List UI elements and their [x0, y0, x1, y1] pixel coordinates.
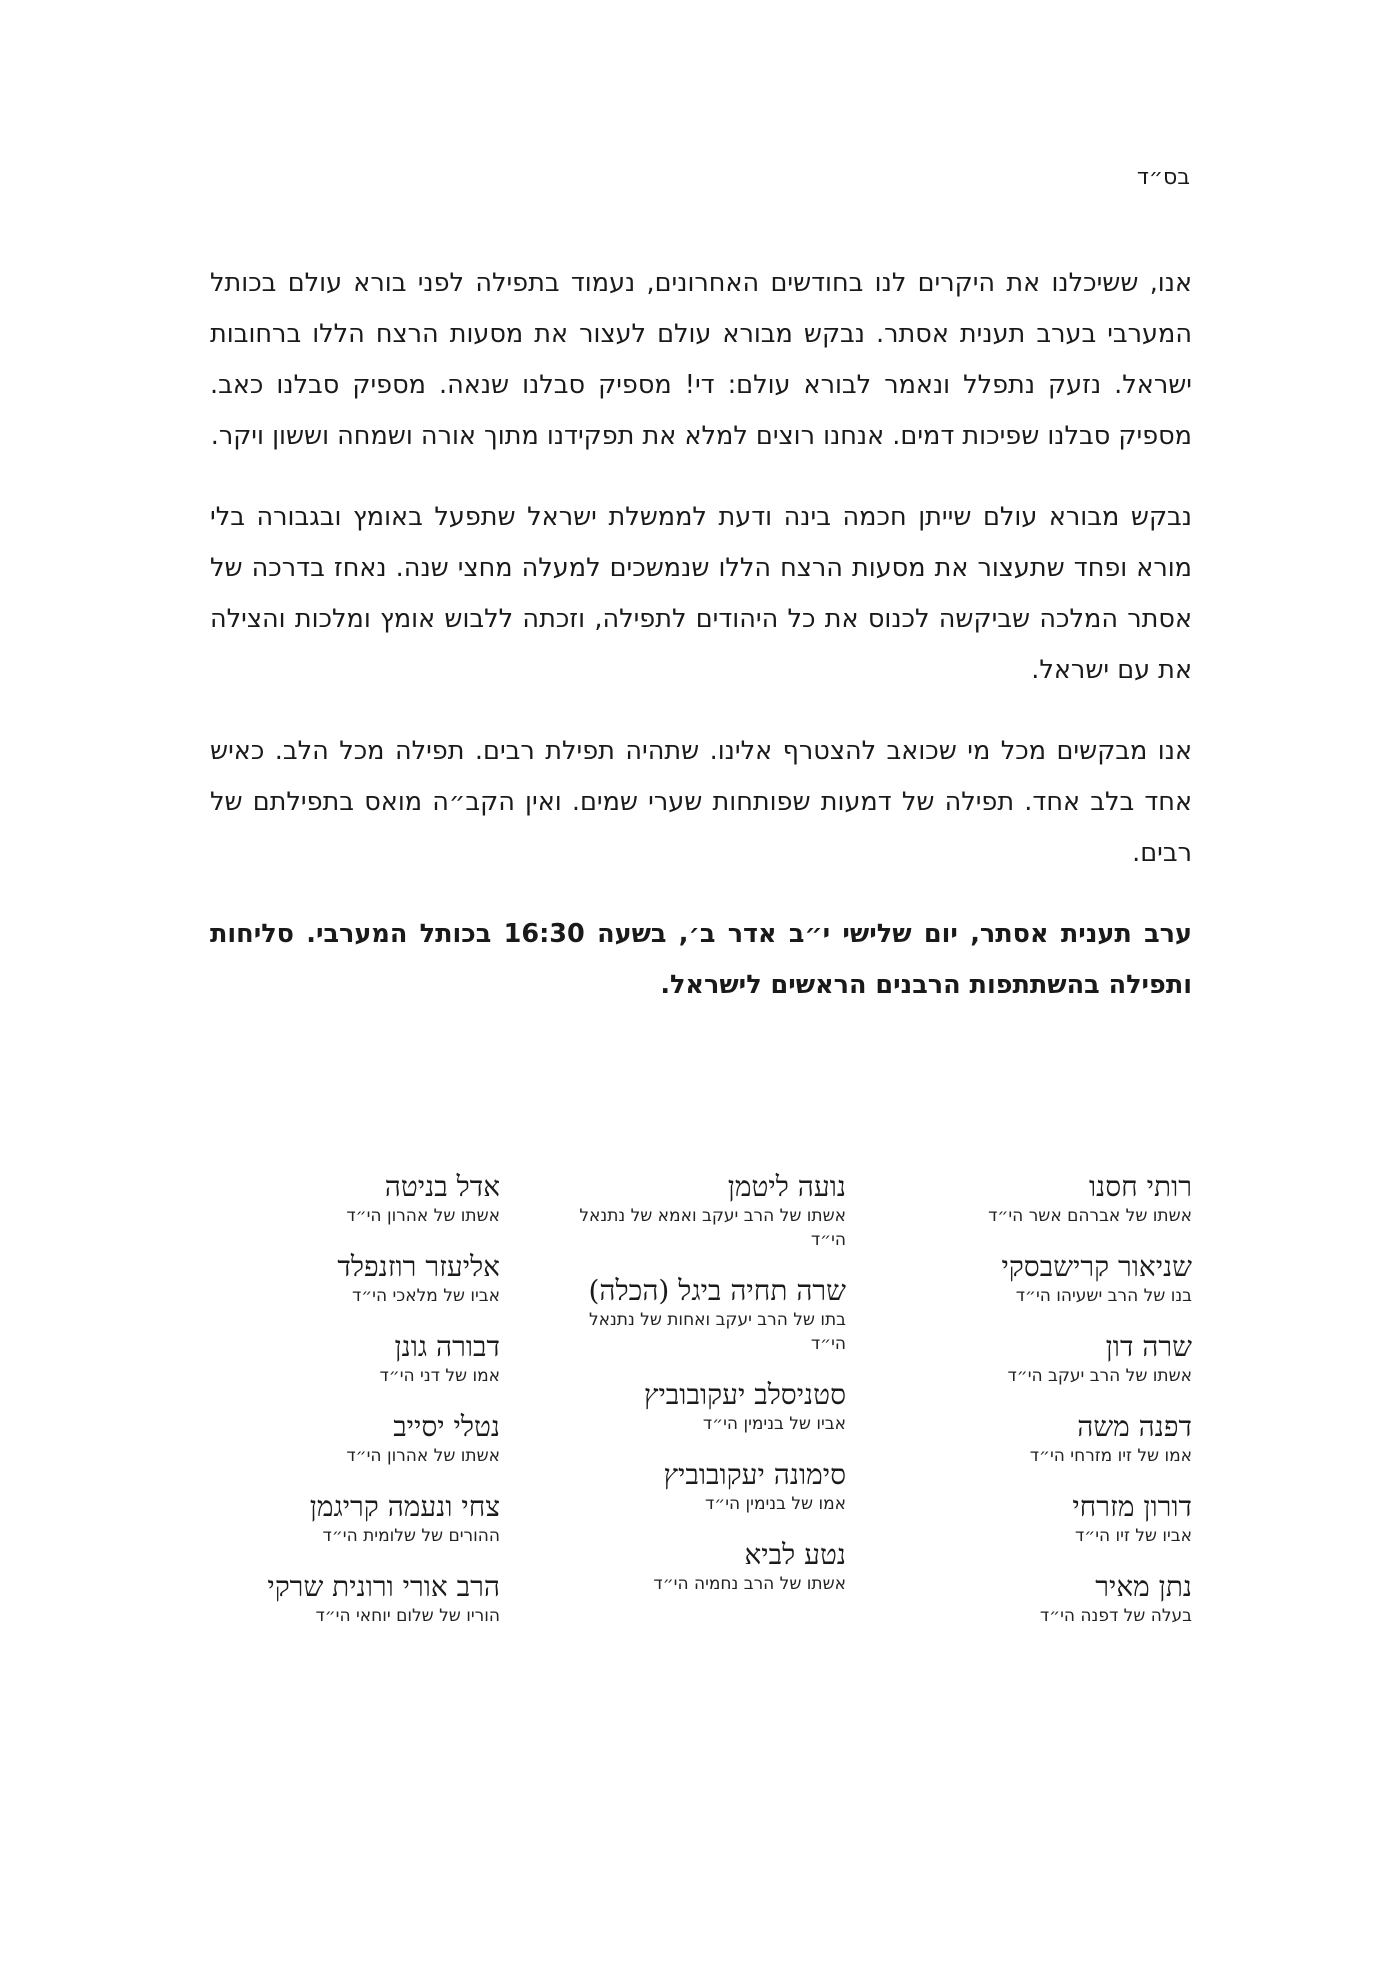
signatory-entry [902, 1410, 1192, 1468]
signatory-name: נטלי יסייב [393, 1410, 500, 1443]
signatory-relation: אמו של בנימין הי״ד [704, 1494, 846, 1514]
signatory-entry [556, 1458, 846, 1516]
signatory-entry [210, 1410, 500, 1468]
signatory-entry [556, 1378, 846, 1436]
signatory-entry [902, 1250, 1192, 1308]
signatories-list [210, 1170, 1192, 1650]
signatory-entry [556, 1538, 846, 1596]
signatory-entry [210, 1490, 500, 1548]
signatory-relation: אמו של דני הי״ד [379, 1366, 500, 1386]
signatory-relation: אשתו של הרב נחמיה הי״ד [653, 1574, 846, 1594]
paragraph-3: אנו מבקשים מכל מי שכואב להצטרף אלינו. שתהיה תפילת רבים. תפילה מכל הלב. כאיש אחד בלב אחד. תפילה של דמעות שפותחות שערי שמים. ואין הקב״ה מואס בתפילתם של רבים. [210, 736, 1192, 868]
signatory-entry [210, 1330, 500, 1388]
signatory-relation: אביו של מלאכי הי״ד [351, 1286, 500, 1306]
signatory-name: דפנה משה [1077, 1410, 1192, 1443]
signatory-name: נתן מאיר [1095, 1570, 1192, 1603]
signatory-entry [210, 1170, 500, 1228]
paragraph-1: אנו, ששיכלנו את היקרים לנו בחודשים האחרונים, נעמוד בתפילה לפני בורא עולם בכותל המערבי בערב תענית אסתר. נבקש מבורא עולם לעצור את מסעות הרצח הללו ברחובות ישראל. נזעק נתפלל ונאמר לבורא עולם: די! מספיק סבלנו שנאה. מספיק סבלנו כאב. מספיק סבלנו שפיכות דמים. אנחנו רוצים למלא את תפקידנו מתוך אורה ושמחה וששון ויקר. [210, 268, 1192, 451]
signatory-relation: הוריו של שלום יוחאי הי״ד [315, 1606, 500, 1626]
paragraph-2: נבקש מבורא עולם שייתן חכמה בינה ודעת לממשלת ישראל שתפעל באומץ ובגבורה בלי מורא ופחד שתעצור את מסעות הרצח הללו שנמשכים למעלה מחצי שנה. נאחז בדרכה של אסתר המלכה שביקשה לכנוס את כל היהודים לתפילה, וזכתה ללבוש אומץ ומלכות והצילה את עם ישראל. [210, 502, 1192, 685]
signatory-relation: אביו של זיו הי״ד [1074, 1526, 1192, 1546]
signatory-entry [902, 1330, 1192, 1388]
signatory-relation: אשתו של אהרון הי״ד [346, 1446, 500, 1466]
signatory-entry [556, 1274, 846, 1356]
signatory-entry [556, 1170, 846, 1252]
signatory-relation: אשתו של אברהם אשר הי״ד [988, 1206, 1192, 1226]
signatory-relation: בתו של הרב יעקב ואחות של נתנאל הי״ד [588, 1310, 846, 1354]
signatory-relation: אשתו של הרב יעקב ואמא של נתנאל הי״ד [579, 1206, 846, 1250]
signatory-name: צחי ונעמה קריגמן [309, 1490, 500, 1523]
signatories-column-1 [210, 1170, 500, 1650]
signatory-entry [902, 1170, 1192, 1228]
signatory-relation: אשתו של הרב יעקב הי״ד [1007, 1366, 1192, 1386]
signatory-name: הרב אורי ורונית שרקי [267, 1570, 500, 1603]
signatory-relation: בעלה של דפנה הי״ד [1039, 1606, 1192, 1626]
signatories-column-2 [556, 1170, 846, 1650]
signatory-entry [210, 1250, 500, 1308]
signatory-name: סימונה יעקובוביץ [663, 1458, 846, 1491]
signatories-column-3 [902, 1170, 1192, 1650]
signatory-relation: אביו של בנימין הי״ד [702, 1414, 846, 1434]
signatory-name: אליעזר רוזנפלד [337, 1250, 500, 1283]
signatory-name: נטע לביא [744, 1538, 846, 1571]
signatory-name: רותי חסנו [1088, 1170, 1192, 1203]
event-announcement: ערב תענית אסתר, יום שלישי י״ב אדר ב׳, בשעה 16:30 בכותל המערבי. סליחות ותפילה בהשתתפות הרבנים הראשים לישראל. [210, 919, 1192, 1000]
signatory-relation: אשתו של אהרון הי״ד [346, 1206, 500, 1226]
signatory-name: דורון מזרחי [1072, 1490, 1192, 1523]
signatory-relation: בנו של הרב ישעיהו הי״ד [1015, 1286, 1192, 1306]
signatory-relation: ההורים של שלומית הי״ד [322, 1526, 500, 1546]
header-mark: בס״ד [1136, 165, 1190, 190]
signatory-name: שרה תחיה ביגל (הכלה) [588, 1274, 846, 1307]
signatory-name: נועה ליטמן [727, 1170, 846, 1203]
signatory-entry [210, 1570, 500, 1628]
signatory-entry [902, 1570, 1192, 1628]
signatory-name: דבורה גונן [394, 1330, 500, 1363]
signatory-name: שרה דון [1105, 1330, 1192, 1363]
signatory-name: שניאור קרישבסקי [1001, 1250, 1192, 1283]
signatory-name: אדל בניטה [384, 1170, 500, 1203]
signatory-name: סטניסלב יעקובוביץ [643, 1378, 846, 1411]
signatory-entry [902, 1490, 1192, 1548]
letter-body [210, 258, 1192, 1011]
signatory-relation: אמו של זיו מזרחי הי״ד [1029, 1446, 1192, 1466]
